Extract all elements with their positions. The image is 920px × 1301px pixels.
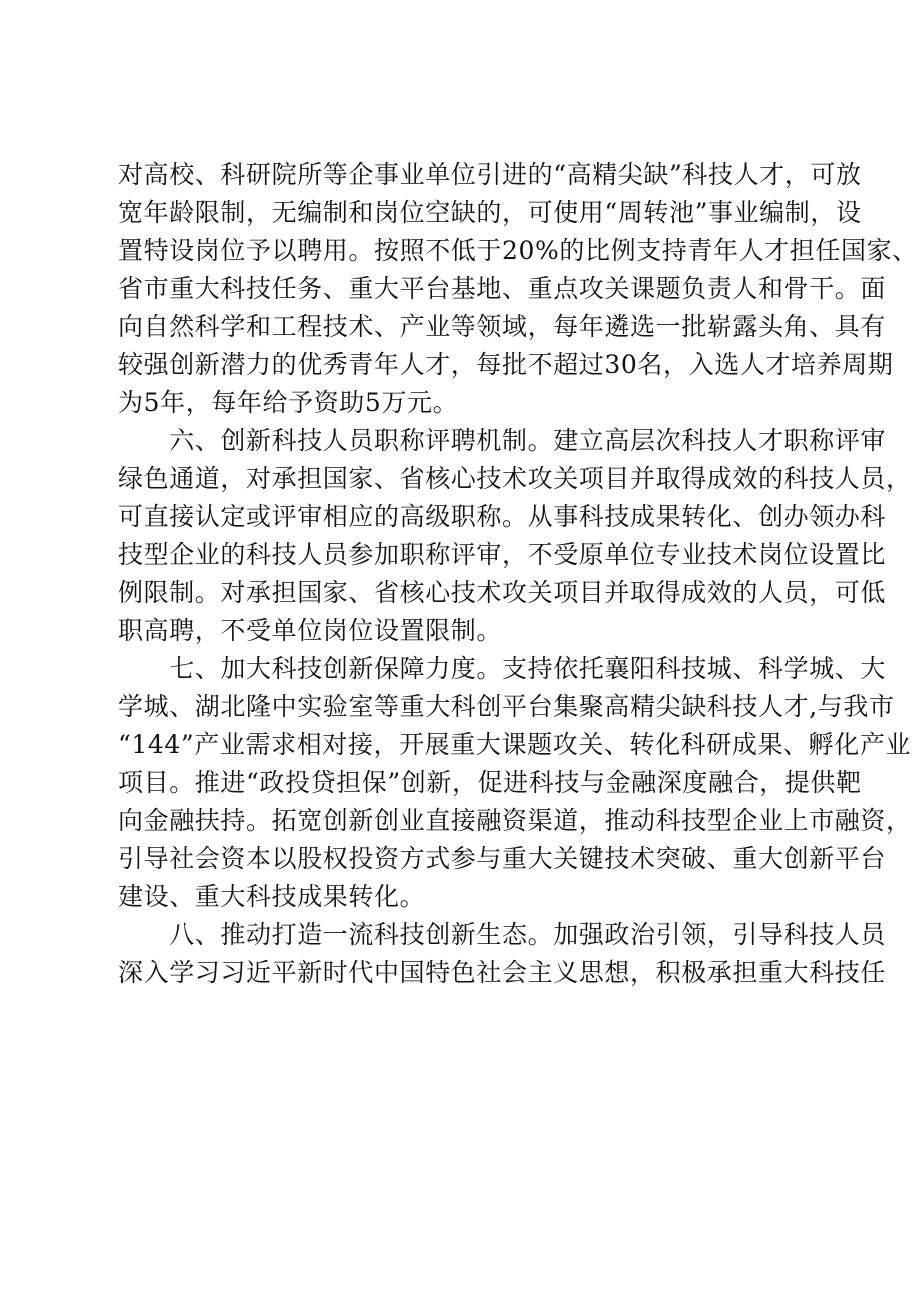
- text-line: 可直接认定或评审相应的高级职称。从事科技成果转化、创办领办科: [118, 502, 887, 531]
- text-line: 为5年，每年给予资助5万元。: [118, 388, 459, 417]
- text-line: 向自然科学和工程技术、产业等领域，每年遴选一批崭露头角、具有: [118, 312, 887, 341]
- document-body: [118, 156, 918, 992]
- text-line: 宽年龄限制，无编制和岗位空缺的，可使用“周转池”事业编制，设: [118, 198, 862, 227]
- text-line: 八、推动打造一流科技创新生态。加强政治引领，引导科技人员: [118, 920, 887, 949]
- text-line: 较强创新潜力的优秀青年人才，每批不超过30名，入选人才培养周期: [118, 350, 894, 379]
- paragraph-talent-policy: [118, 156, 918, 422]
- text-line: 学城、湖北隆中实验室等重大科创平台集聚高精尖缺科技人才,与我市: [118, 692, 895, 721]
- text-line: “144”产业需求相对接，开展重大课题攻关、转化科研成果、孵化产业: [118, 730, 912, 759]
- text-line: 职高聘，不受单位岗位设置限制。: [118, 616, 503, 645]
- text-line: 置特设岗位予以聘用。按照不低于20%的比例支持青年人才担任国家、: [118, 236, 918, 265]
- text-line: 向金融扶持。拓宽创新创业直接融资渠道，推动科技型企业上市融资，: [118, 806, 912, 835]
- text-line: 七、加大科技创新保障力度。支持依托襄阳科技城、科学城、大: [118, 654, 887, 683]
- paragraph-seven: [118, 650, 912, 916]
- paragraph-six: [118, 422, 912, 650]
- text-line: 引导社会资本以股权投资方式参与重大关键技术突破、重大创新平台: [118, 844, 887, 873]
- text-line: 绿色通道，对承担国家、省核心技术攻关项目并取得成效的科技人员，: [118, 464, 912, 493]
- text-line: 建设、重大科技成果转化。: [118, 882, 426, 911]
- text-line: 技型企业的科技人员参加职称评审，不受原单位专业技术岗位设置比: [118, 540, 887, 569]
- text-line: 省市重大科技任务、重大平台基地、重点攻关课题负责人和骨干。面: [118, 274, 887, 303]
- paragraph-eight: [118, 916, 887, 992]
- text-line: 六、创新科技人员职称评聘机制。建立高层次科技人才职称评审: [118, 426, 887, 455]
- text-line: 对高校、科研院所等企事业单位引进的“高精尖缺”科技人才，可放: [118, 160, 862, 189]
- text-line: 项目。推进“政投贷担保”创新，促进科技与金融深度融合，提供靶: [118, 768, 862, 797]
- text-line: 深入学习习近平新时代中国特色社会主义思想，积极承担重大科技任: [118, 958, 887, 987]
- text-line: 例限制。对承担国家、省核心技术攻关项目并取得成效的人员，可低: [118, 578, 887, 607]
